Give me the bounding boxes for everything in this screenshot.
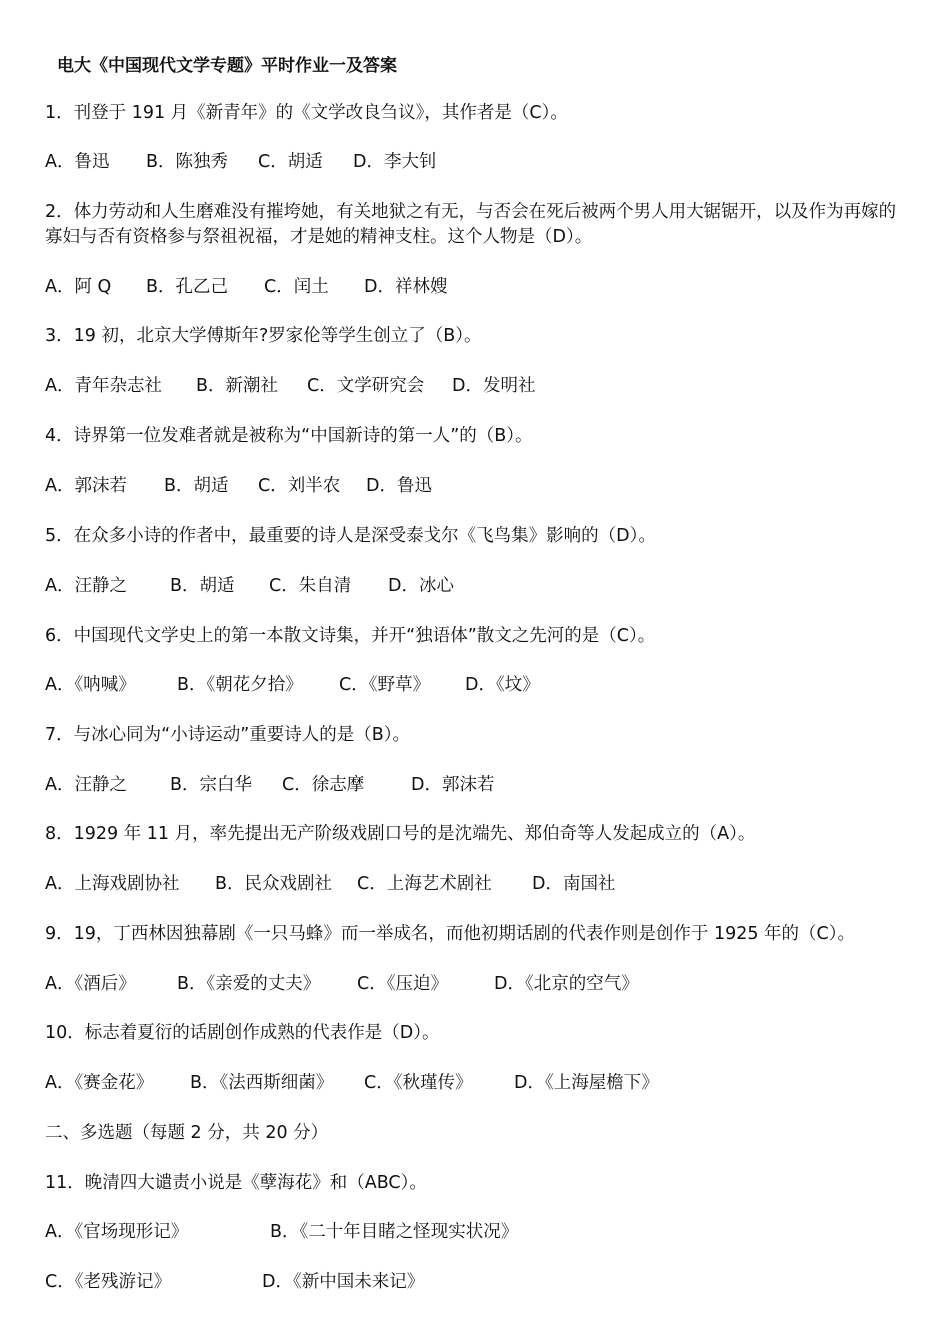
question-3-stem: 3．19 初，北京大学傅斯年?罗家伦等学生创立了（B）。: [45, 326, 482, 346]
question-6-option-c: C．《野草》: [339, 675, 430, 695]
question-11-option-b: B．《二十年目睹之怪现实状况》: [270, 1222, 519, 1242]
question-5-option-d: D．冰心: [388, 576, 454, 596]
question-7-stem: 7．与冰心同为“小诗运动”重要诗人的是（B）。: [45, 725, 411, 745]
question-8-option-d: D．南国社: [532, 874, 616, 894]
question-9-option-a: A．《酒后》: [45, 974, 136, 994]
question-5-option-a: A．汪静之: [45, 576, 127, 596]
question-2-option-a: A．阿 Q: [45, 277, 112, 297]
question-2-stem: 2．体力劳动和人生磨难没有摧垮她，有关地狱之有无，与否会在死后被两个男人用大锯锯开，以及作为再嫁的寡妇与否有资格参与祭祖祝福，才是她的精神支柱。这个人物是（D）。: [45, 202, 897, 247]
question-9-option-d: D．《北京的空气》: [494, 974, 639, 994]
question-1-option-c: C．胡适: [258, 152, 323, 172]
question-9-option-b: B．《亲爱的丈夫》: [177, 974, 321, 994]
question-4-option-b: B．胡适: [164, 476, 229, 496]
question-1-option-d: D．李大钊: [353, 152, 437, 172]
question-10-option-b: B．《法西斯细菌》: [190, 1073, 334, 1093]
question-8-option-b: B．民众戏剧社: [215, 874, 333, 894]
question-6-option-b: B．《朝花夕拾》: [177, 675, 303, 695]
question-5-option-c: C．朱自清: [269, 576, 352, 596]
question-8-stem: 8．1929 年 11 月，率先提出无产阶级戏剧口号的是沈端先、郑伯奇等人发起成立的（A）。: [45, 824, 756, 844]
question-11-stem: 11．晚清四大谴责小说是《孽海花》和（ABC）。: [45, 1173, 427, 1193]
question-7-option-a: A．汪静之: [45, 775, 127, 795]
question-11-option-a: A．《官场现形记》: [45, 1222, 189, 1242]
question-5-stem: 5．在众多小诗的作者中，最重要的诗人是深受泰戈尔《飞鸟集》影响的（D）。: [45, 526, 656, 546]
section-2-heading: 二、多选题（每题 2 分，共 20 分）: [45, 1123, 329, 1143]
question-5-option-b: B．胡适: [170, 576, 235, 596]
question-11-option-d: D．《新中国未来记》: [262, 1272, 425, 1292]
question-7-option-b: B．宗白华: [170, 775, 253, 795]
question-4-option-c: C．刘半农: [258, 476, 341, 496]
document-title: 电大《中国现代文学专题》平时作业一及答案: [57, 56, 397, 76]
question-10-option-c: C．《秋瑾传》: [364, 1073, 473, 1093]
question-2-option-d: D．祥林嫂: [364, 277, 448, 297]
question-1-stem: 1．刊登于 191 月《新青年》的《文学改良刍议》，其作者是（C）。: [45, 103, 568, 123]
question-2-option-b: B．孔乙己: [146, 277, 229, 297]
question-3-option-a: A．青年杂志社: [45, 376, 162, 396]
question-7-option-c: C．徐志摩: [282, 775, 365, 795]
question-3-option-d: D．发明社: [452, 376, 536, 396]
question-11-option-c: C．《老残游记》: [45, 1272, 171, 1292]
question-8-option-a: A．上海戏剧协社: [45, 874, 180, 894]
question-10-option-d: D．《上海屋檐下》: [514, 1073, 659, 1093]
question-10-option-a: A．《赛金花》: [45, 1073, 154, 1093]
question-9-stem: 9．19，丁西林因独幕剧《一只马蜂》而一举成名，而他初期话剧的代表作则是创作于 1925 年的（C）。: [45, 924, 856, 944]
question-1-option-b: B．陈独秀: [146, 152, 229, 172]
question-3-option-c: C．文学研究会: [307, 376, 425, 396]
question-9-option-c: C．《压迫》: [357, 974, 448, 994]
question-6-stem: 6．中国现代文学史上的第一本散文诗集，并开“独语体”散文之先河的是（C）。: [45, 626, 656, 646]
question-4-option-d: D．鲁迅: [366, 476, 432, 496]
question-10-stem: 10．标志着夏衍的话剧创作成熟的代表作是（D）。: [45, 1023, 440, 1043]
question-7-option-d: D．郭沫若: [411, 775, 495, 795]
question-1-option-a: A．鲁迅: [45, 152, 110, 172]
question-4-option-a: A．郭沫若: [45, 476, 127, 496]
question-3-option-b: B．新潮社: [196, 376, 279, 396]
question-2-option-c: C．闰土: [264, 277, 329, 297]
question-4-stem: 4．诗界第一位发难者就是被称为“中国新诗的第一人”的（B）。: [45, 426, 533, 446]
question-8-option-c: C．上海艺术剧社: [357, 874, 492, 894]
question-6-option-d: D．《坟》: [465, 675, 540, 695]
question-6-option-a: A．《呐喊》: [45, 675, 136, 695]
